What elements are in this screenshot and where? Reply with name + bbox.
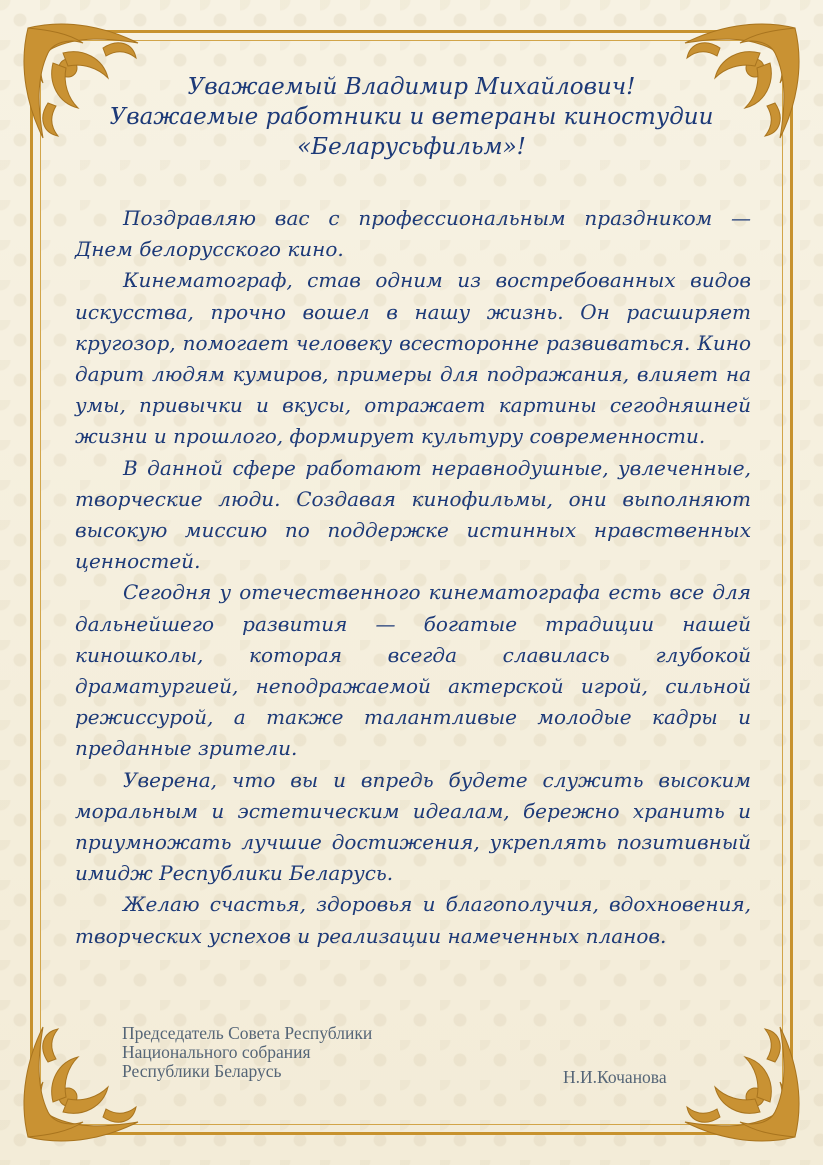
- signature-title-line: Национального собрания: [122, 1042, 311, 1062]
- signature-title-line: Председатель Совета Республики: [122, 1023, 373, 1043]
- body-paragraph: Сегодня у отечественного кинематографа есть все для дальнейшего развития — богатые традиции нашей киношколы, которая всегда славилась глубокой драматургией, неподражаемой актерской игрой, сильной режиссурой, а также талантливые молодые кадры и преданные зрители.: [75, 580, 751, 761]
- body-paragraph: Желаю счастья, здоровья и благополучия, вдохновения, творческих успехов и реализации намеченных планов.: [75, 892, 751, 948]
- signature-title-line: Республики Беларусь: [122, 1061, 282, 1081]
- body-paragraph: Уверена, что вы и впредь будете служить высоким моральным и эстетическим идеалам, бережно хранить и приумножать лучшие достижения, укреплять позитивный имидж Республики Беларусь.: [75, 767, 751, 886]
- letter-body: [75, 203, 751, 952]
- body-paragraph: Кинематограф, став одним из востребованных видов искусства, прочно вошел в нашу жизнь. Он расширяет кругозор, помогает человеку всесторонне развиваться. Кино дарит людям кумиров, примеры для подражания, влияет на умы, привычки и вкусы, отражает картины сегодняшней жизни и прошлого, формирует культуру современности.: [75, 268, 751, 449]
- greeting-line: Уважаемые работники и ветераны киностудии: [109, 104, 714, 130]
- greeting-heading: [90, 72, 733, 162]
- greeting-line: Уважаемый Владимир Михайлович!: [187, 74, 636, 100]
- body-paragraph: В данной сфере работают неравнодушные, увлеченные, творческие люди. Создавая кинофильмы, они выполняют высокую миссию по поддержке истинных нравственных ценностей.: [75, 455, 751, 574]
- body-paragraph: Поздравляю вас с профессиональным праздником — Днем белорусского кино.: [75, 206, 751, 262]
- signatory-name: Н.И.Кочанова: [563, 1067, 667, 1087]
- greeting-line: «Беларусьфильм»!: [297, 134, 526, 160]
